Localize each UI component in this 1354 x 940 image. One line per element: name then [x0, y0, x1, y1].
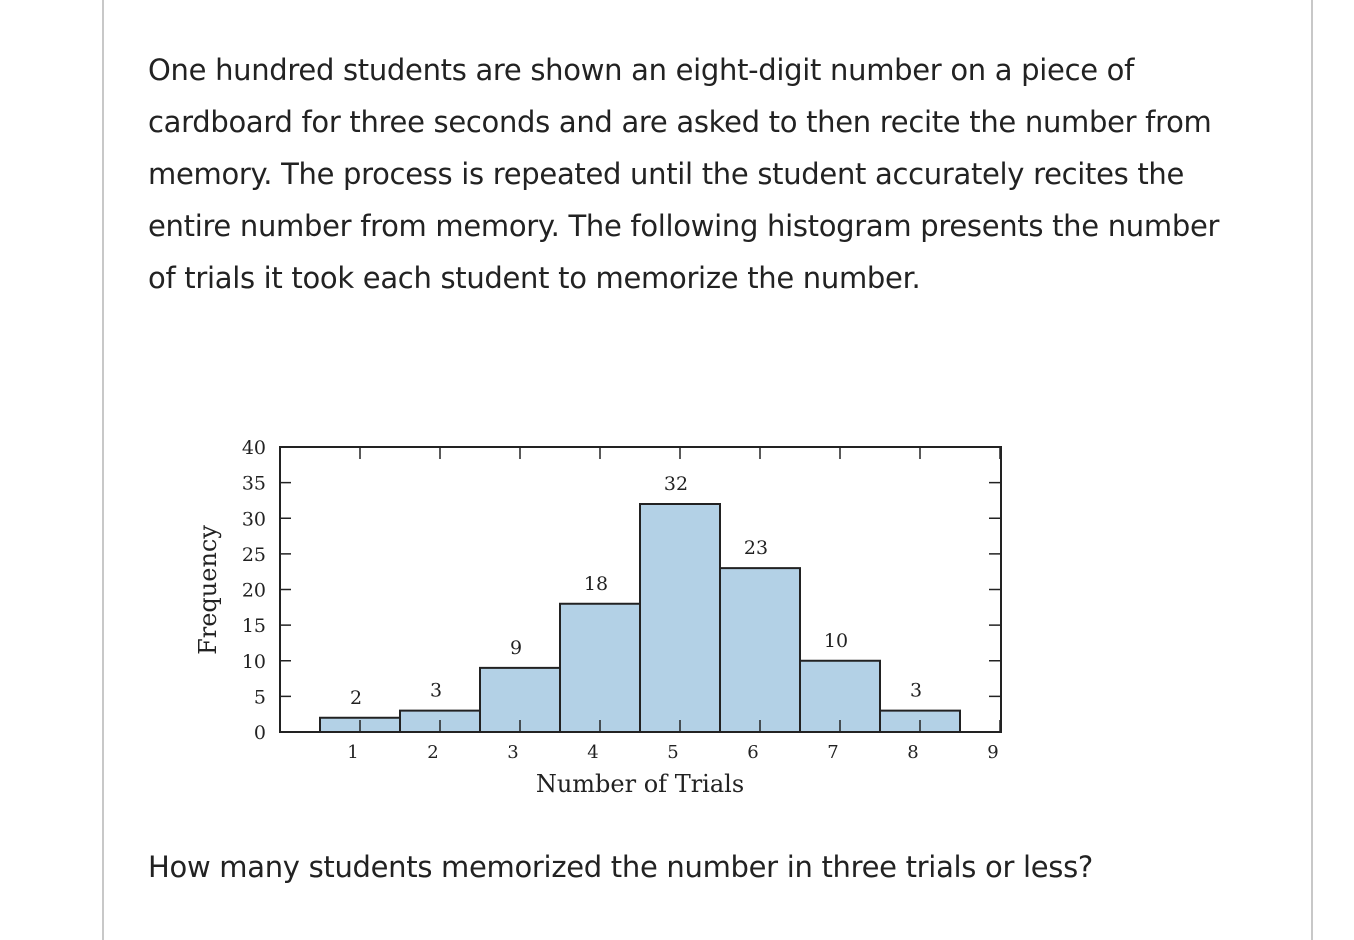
- x-tick-label: 1: [347, 742, 359, 763]
- bar-value-label: 18: [583, 572, 609, 595]
- bar-value-label: 23: [743, 537, 769, 560]
- y-tick-label: 5: [253, 686, 266, 709]
- bar-value-label: 32: [663, 473, 689, 495]
- y-tick-label: 40: [241, 437, 266, 459]
- x-tick-label: 5: [667, 742, 679, 763]
- x-tick-label: 2: [427, 742, 439, 763]
- problem-text: One hundred students are shown an eight-digit number on a piece of cardboard for three seconds and are asked to then recite the number from memory. The process is repeated until the student accurately recites the entire number from memory. The following histogram presents the number of trials it took each student to memorize the number.: [148, 53, 1220, 295]
- bar-6: [720, 568, 800, 732]
- x-tick-label: 3: [507, 742, 519, 763]
- x-tick-label: 4: [587, 742, 599, 763]
- x-tick-label: 8: [907, 742, 919, 763]
- y-tick-label: 15: [241, 615, 266, 638]
- bar-value-label: 3: [429, 679, 443, 702]
- bar-value-label: 10: [823, 629, 849, 652]
- bar-4: [560, 604, 640, 732]
- y-tick-label: 0: [253, 722, 266, 744]
- y-tick-label: 30: [241, 508, 266, 531]
- x-tick-label: 7: [827, 742, 839, 763]
- question-text: How many students memorized the number in three trials or less?: [148, 850, 1094, 884]
- bar-5: [640, 504, 720, 732]
- y-tick-label: 25: [241, 543, 266, 566]
- bar-value-label: 9: [509, 636, 523, 659]
- bar-value-label: 3: [909, 679, 923, 702]
- y-axis-label: Frequency: [194, 525, 222, 655]
- x-tick-label: 9: [987, 742, 999, 763]
- y-tick-label: 35: [241, 472, 266, 495]
- bar-value-label: 2: [349, 686, 363, 709]
- x-axis-label: Number of Trials: [535, 770, 745, 798]
- y-tick-label: 20: [241, 579, 266, 602]
- x-tick-label: 6: [747, 742, 759, 763]
- y-tick-label: 10: [241, 650, 266, 673]
